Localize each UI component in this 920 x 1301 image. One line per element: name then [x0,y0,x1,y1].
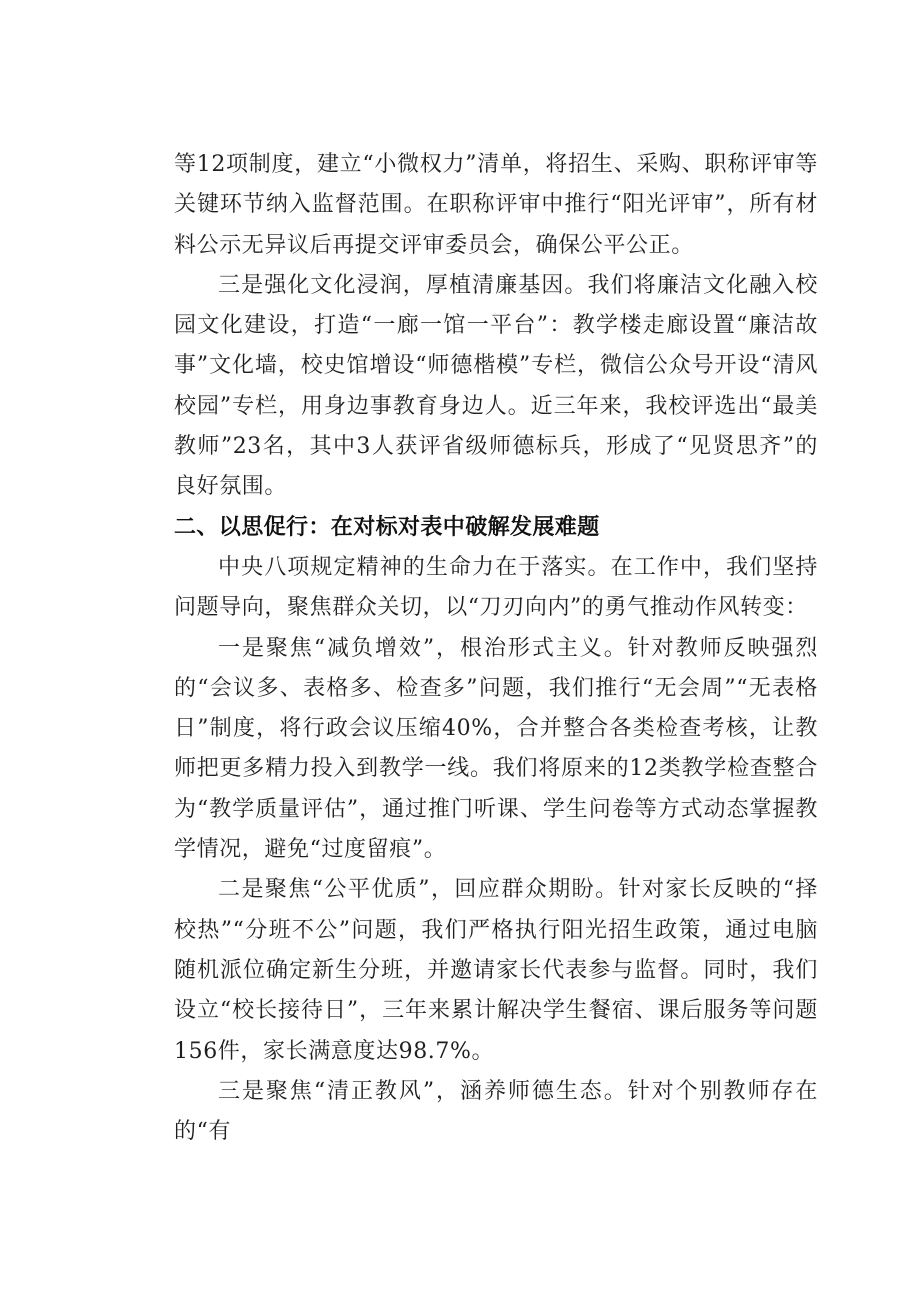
paragraph-culture: 三是强化文化浸润，厚植清廉基因。我们将廉洁文化融入校园文化建设，打造“一廊一馆一平台”：教学楼走廊设置“廉洁故事”文化墙，校史馆增设“师德楷模”专栏，微信公众号开设“清风校园”专栏，用身边事教育身边人。近三年来，我校评选出“最美教师”23名，其中3人获评省级师德标兵，形成了“见贤思齐”的良好氛围。 [174,272,818,500]
section-heading: 二、以思促行：在对标对表中破解发展难题 [174,514,600,540]
paragraph-reduce-burden: 一是聚焦“减负增效”，根治形式主义。针对教师反映强烈的“会议多、表格多、检查多”问题，我们推行“无会周”“无表格日”制度，将行政会议压缩40%，合并整合各类检查考核，让教师把更多精力投入到教学一线。我们将原来的12类教学检查整合为“教学质量评估”，通过推门听课、学生问卷等方式动态掌握教学情况，避免“过度留痕”。 [174,635,818,863]
paragraph-teaching-style: 三是聚焦“清正教风”，涵养师德生态。针对个别教师存在的“有 [174,1078,818,1145]
paragraph-fairness: 二是聚焦“公平优质”，回应群众期盼。针对家长反映的“择校热”“分班不公”问题，我们严格执行阳光招生政策，通过电脑随机派位确定新生分班，并邀请家长代表参与监督。同时，我们设立“校长接待日”，三年来累计解决学生餐宿、课后服务等问题156件，家长满意度达98.7%。 [174,877,818,1064]
document-body [174,145,818,1152]
paragraph-intro: 中央八项规定精神的生命力在于落实。在工作中，我们坚持问题导向，聚焦群众关切，以“刀刃向内”的勇气推动作风转变： [174,554,818,621]
paragraph-continuation: 等12项制度，建立“小微权力”清单，将招生、采购、职称评审等关键环节纳入监督范围。在职称评审中推行“阳光评审”，所有材料公示无异议后再提交评审委员会，确保公平公正。 [174,152,818,258]
